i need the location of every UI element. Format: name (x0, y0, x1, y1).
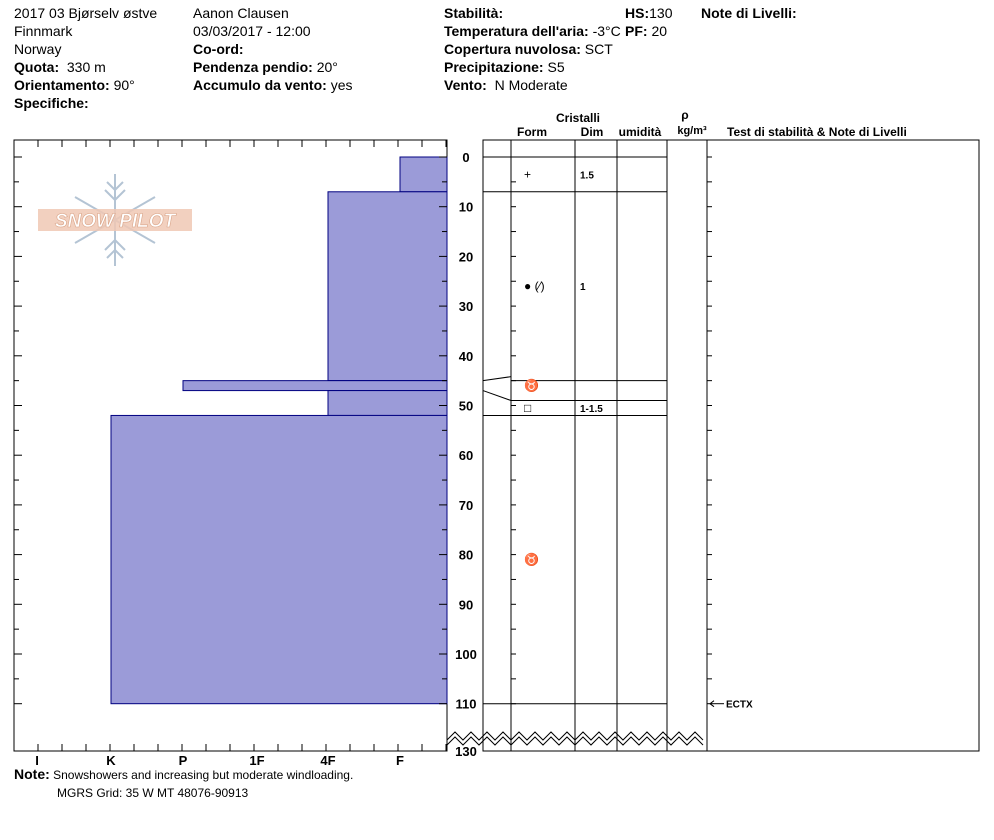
air-temperature: Temperatura dell'aria: -3°C (444, 23, 621, 39)
specifics: Specifiche: (14, 95, 89, 111)
hs: HS:130 (625, 5, 673, 21)
crystal-form: ● (⁄) (524, 279, 545, 294)
slope: Pendenza pendio: 20° (193, 59, 338, 75)
depth-label: 60 (458, 448, 474, 464)
hardness-label: P (178, 753, 188, 768)
depth-label: 20 (458, 249, 474, 265)
country: Norway (14, 41, 62, 57)
wind-loading: Accumulo da vento: yes (193, 77, 353, 93)
size-header: Dim (580, 125, 604, 139)
hardness-bar (328, 192, 447, 381)
crystal-form: + (524, 167, 532, 182)
pf: PF: 20 (625, 23, 668, 39)
depth-label: 130 (455, 744, 477, 759)
coordinates: Co-ord: (193, 41, 244, 57)
hardness-label: I (35, 753, 39, 768)
depth-label: 50 (458, 398, 474, 414)
crystals-header: Cristalli (555, 111, 601, 125)
crystal-size: 1-1.5 (580, 403, 603, 415)
hardness-label: 1F (249, 753, 265, 768)
crystal-form: □ (524, 400, 532, 415)
datetime: 03/03/2017 - 12:00 (193, 23, 311, 39)
depth-label: 90 (458, 597, 474, 613)
crystal-form: ♉ (524, 378, 539, 393)
snowpilot-logo (38, 174, 192, 266)
moisture-header: umidità (618, 125, 662, 139)
form-header: Form (517, 125, 547, 139)
footer-note (14, 766, 353, 782)
crystal-size: 1 (580, 282, 586, 294)
stability-notes-header: Test di stabilità & Note di Livelli (727, 125, 907, 139)
depth-label: 30 (458, 299, 474, 315)
connector-line (483, 377, 511, 381)
hardness-bar (400, 157, 447, 192)
density-symbol: ρ (681, 108, 689, 122)
elevation: Quota: 330 m (14, 59, 106, 75)
note-text: Snowshowers and increasing but moderate windloading. (53, 768, 354, 782)
hardness-label: F (396, 753, 404, 768)
density-unit: kg/m³ (677, 125, 707, 137)
mgrs-grid: MGRS Grid: 35 W MT 48076-90913 (57, 786, 249, 800)
depth-label: 10 (458, 199, 474, 215)
hardness-bar (111, 415, 447, 703)
depth-label: 40 (458, 348, 474, 364)
observer: Aanon Clausen (193, 5, 289, 21)
site-name: 2017 03 Bjørselv østve (14, 5, 158, 21)
precipitation: Precipitazione: S5 (444, 59, 565, 75)
connector-line (483, 391, 511, 401)
depth-label: 100 (455, 647, 477, 662)
hardness-bar (328, 391, 447, 416)
note-label: Note: (14, 766, 50, 782)
crystal-form: ♉ (524, 552, 539, 567)
depth-label: 80 (458, 547, 474, 563)
cloud-cover: Copertura nuvolosa: SCT (444, 41, 613, 57)
depth-label: 70 (458, 497, 474, 513)
stability: Stabilità: (444, 5, 504, 21)
depth-label: 110 (455, 696, 477, 712)
layer-notes-label: Note di Livelli: (701, 5, 797, 21)
layer-table-frame (483, 140, 979, 751)
wind: Vento: N Moderate (444, 77, 568, 93)
crystal-size: 1.5 (580, 170, 594, 182)
hardness-bar (183, 381, 447, 391)
hardness-label: 4F (320, 753, 336, 768)
depth-label: 0 (462, 150, 470, 165)
region: Finnmark (14, 23, 73, 39)
logo-text: SNOW PILOT (54, 211, 176, 232)
hardness-label: K (106, 753, 116, 768)
aspect: Orientamento: 90° (14, 77, 135, 93)
stability-test-label: ECTX (726, 699, 753, 711)
